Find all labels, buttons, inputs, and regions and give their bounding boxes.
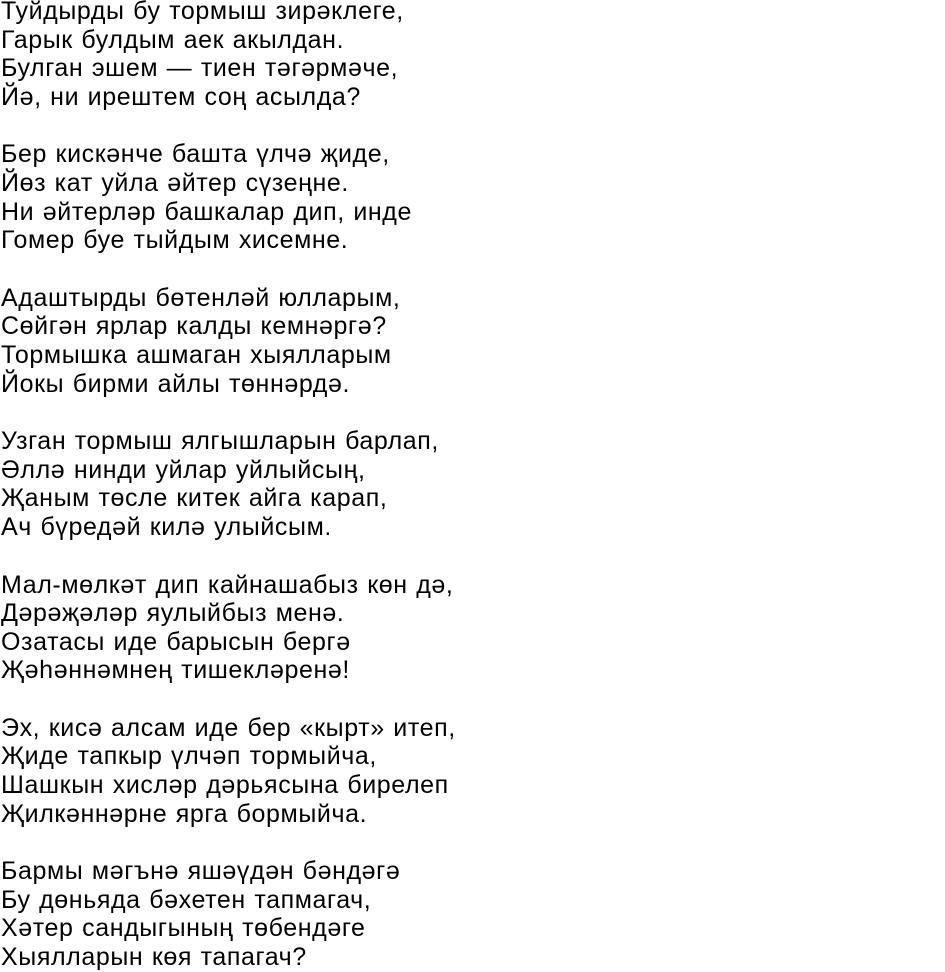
poem-line: Бармы мәгънә яшәүдән бәндәгә	[1, 857, 401, 886]
poem-line: Дәрәҗәләр яулыйбыз менә.	[1, 599, 345, 628]
poem-line: Йә, ни ирештем соң асылда?	[1, 82, 361, 111]
poem-line: Хәтер сандыгының төбендәге	[1, 914, 366, 943]
stanza-1	[1, 0, 941, 111]
poem-line: Булган эшем — тиен тәгәрмәче,	[1, 54, 399, 83]
poem-line: Мал-мөлкәт дип кайнашабыз көн дә,	[1, 570, 454, 599]
poem-line: Эх, кисә алсам иде бер «кырт» итеп,	[1, 713, 456, 742]
poem-line: Җаным төсле китек айга карап,	[1, 484, 388, 513]
stanza-3	[1, 284, 941, 398]
poem-line: Әллә нинди уйлар уйлыйсың,	[1, 455, 366, 484]
poem-line: Бер кискәнче башта үлчә җиде,	[1, 140, 390, 169]
stanza-5	[1, 571, 941, 685]
poem-line: Гомер буе тыйдым хисемне.	[1, 226, 349, 255]
poem-line: Җәһәннәмнең тишекләренә!	[1, 656, 350, 685]
stanza-7	[1, 857, 941, 971]
poem-line: Җиде тапкыр үлчәп тормыйча,	[1, 742, 377, 771]
poem-line: Сөйгән ярлар калды кемнәргә?	[1, 312, 387, 341]
poem-line: Бу дөньяда бәхетен тапмагач,	[1, 885, 372, 914]
poem-line: Хыялларын көя тапагач?	[1, 943, 307, 972]
stanza-4	[1, 427, 941, 541]
poem-line: Җилкәннәрне ярга бормыйча.	[1, 799, 368, 828]
poem-line: Йөз кат уйла әйтер сүзеңне.	[1, 168, 349, 197]
poem-line: Тормышка ашмаган хыялларым	[1, 340, 392, 369]
poem-text	[1, 0, 941, 972]
poem-line: Узган тормыш ялгышларын барлап,	[1, 427, 439, 456]
poem-line: Озатасы иде барысын бергә	[1, 627, 351, 656]
poem-line: Гарык булдым аек акылдан.	[1, 25, 345, 54]
poem-line: Адаштырды бөтенләй юлларым,	[1, 283, 401, 312]
poem-line: Ач бүредәй килә улыйсым.	[1, 512, 332, 541]
poem-line: Йокы бирми айлы төннәрдә.	[1, 369, 351, 398]
poem-line: Ни әйтерләр башкалар дип, инде	[1, 197, 412, 226]
poem-line: Туйдырды бу тормыш зирәклеге,	[1, 0, 404, 25]
stanza-2	[1, 140, 941, 254]
poem-line: Шашкын хисләр дәрьясына бирелеп	[1, 771, 449, 800]
stanza-6	[1, 714, 941, 828]
